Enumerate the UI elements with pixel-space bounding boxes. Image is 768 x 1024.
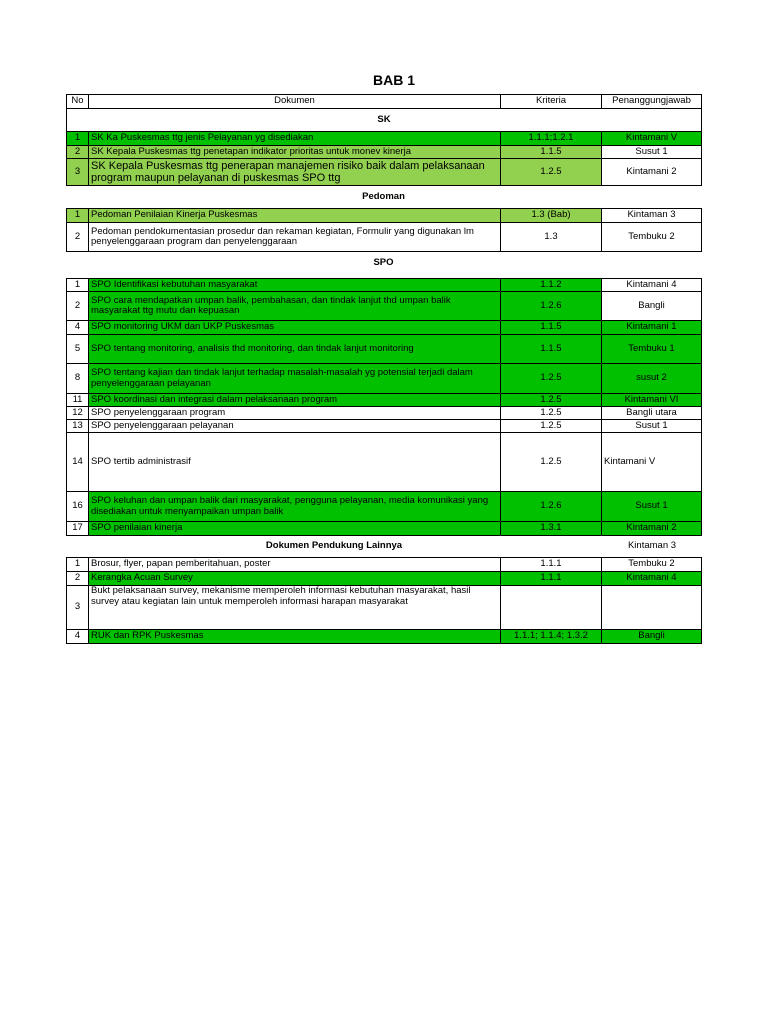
table-row bbox=[67, 321, 702, 335]
cell-pj: Bangli bbox=[602, 630, 702, 644]
pendukung-table bbox=[66, 557, 702, 644]
cell-pj: Kintaman 3 bbox=[602, 209, 702, 223]
cell-dokumen: Pedoman pendokumentasian prosedur dan rekaman kegiatan, Formulir yang digunakan lm penyelenggaraan program dan penyelenggaraan bbox=[89, 223, 501, 252]
cell-pj: Kintamani VI bbox=[602, 394, 702, 407]
cell-kriteria: 1.2.5 bbox=[501, 433, 602, 492]
header-no: No bbox=[67, 95, 89, 109]
cell-pj: Kintamani 1 bbox=[602, 321, 702, 335]
cell-pj bbox=[602, 586, 702, 630]
page-title: BAB 1 bbox=[372, 72, 415, 88]
cell-pj: Tembuku 2 bbox=[602, 558, 702, 572]
section-title-pedoman: Pedoman bbox=[362, 191, 405, 202]
table-row bbox=[67, 209, 702, 223]
table-row bbox=[67, 394, 702, 407]
cell-dokumen: Pedoman Penilaian Kinerja Puskesmas bbox=[89, 209, 501, 223]
cell-kriteria: 1.1.1; 1.1.4; 1.3.2 bbox=[501, 630, 602, 644]
sk-table bbox=[66, 94, 702, 186]
header-row bbox=[67, 95, 702, 109]
cell-kriteria: 1.1.1 bbox=[501, 558, 602, 572]
header-pj: Penanggungjawab bbox=[602, 95, 702, 109]
cell-dokumen: SK Kepala Puskesmas ttg penerapan manajemen risiko baik dalam pelaksanaan program maupun pelayanan di puskesmas SPO ttg bbox=[89, 159, 501, 186]
cell-kriteria: 1.3 (Bab) bbox=[501, 209, 602, 223]
table-row bbox=[67, 522, 702, 536]
cell-kriteria: 1.1.5 bbox=[501, 146, 602, 159]
cell-no: 3 bbox=[67, 586, 89, 630]
cell-dokumen: Bukt pelaksanaan survey, mekanisme memperoleh informasi kebutuhan masyarakat, hasil survey atau kegiatan lain untuk memperoleh informasi harapan masyarakat bbox=[89, 586, 501, 630]
cell-kriteria: 1.3 bbox=[501, 223, 602, 252]
table-row bbox=[67, 364, 702, 394]
cell-no: 17 bbox=[67, 522, 89, 536]
cell-no: 8 bbox=[67, 364, 89, 394]
cell-no: 5 bbox=[67, 335, 89, 364]
cell-no: 13 bbox=[67, 420, 89, 433]
cell-no: 2 bbox=[67, 572, 89, 586]
cell-pj: Bangli utara bbox=[602, 407, 702, 420]
cell-dokumen: SK Ka Puskesmas ttg jenis Pelayanan yg disediakan bbox=[89, 132, 501, 146]
table-row bbox=[67, 586, 702, 630]
cell-dokumen: SPO penyelenggaraan pelayanan bbox=[89, 420, 501, 433]
table-row bbox=[67, 132, 702, 146]
cell-dokumen: Brosur, flyer, papan pemberitahuan, poster bbox=[89, 558, 501, 572]
section-header-pendukung bbox=[66, 536, 701, 557]
cell-no: 3 bbox=[67, 159, 89, 186]
cell-no: 12 bbox=[67, 407, 89, 420]
cell-no: 1 bbox=[67, 132, 89, 146]
table-row bbox=[67, 572, 702, 586]
table-row bbox=[67, 292, 702, 321]
cell-no: 2 bbox=[67, 223, 89, 252]
cell-kriteria: 1.1.2 bbox=[501, 279, 602, 292]
section-row-sk bbox=[67, 109, 702, 132]
spreadsheet bbox=[66, 94, 701, 644]
cell-kriteria: 1.3.1 bbox=[501, 522, 602, 536]
spo-table bbox=[66, 278, 702, 536]
cell-dokumen: SK Kepala Puskesmas ttg penetapan indikator prioritas untuk monev kinerja bbox=[89, 146, 501, 159]
cell-dokumen: SPO penyelenggaraan program bbox=[89, 407, 501, 420]
cell-no: 16 bbox=[67, 492, 89, 522]
pedoman-table bbox=[66, 208, 702, 252]
cell-pj: susut 2 bbox=[602, 364, 702, 394]
cell-no: 4 bbox=[67, 630, 89, 644]
cell-no: 2 bbox=[67, 146, 89, 159]
cell-pj: Tembuku 2 bbox=[602, 223, 702, 252]
section-title-pendukung: Dokumen Pendukung Lainnya bbox=[265, 540, 403, 551]
cell-kriteria: 1.1.1 bbox=[501, 572, 602, 586]
header-kriteria: Kriteria bbox=[501, 95, 602, 109]
cell-dokumen: SPO tertib administrasif bbox=[89, 433, 501, 492]
cell-pj: Kintamani V bbox=[602, 433, 702, 492]
cell-kriteria: 1.2.5 bbox=[501, 394, 602, 407]
cell-dokumen: SPO keluhan dan umpan balik dari masyarakat, pengguna pelayanan, media komunikasi yang disediakan untuk menyampaikan umpan balik bbox=[89, 492, 501, 522]
cell-kriteria: 1.2.5 bbox=[501, 420, 602, 433]
cell-pj: Kintamani 2 bbox=[602, 522, 702, 536]
cell-no: 1 bbox=[67, 209, 89, 223]
cell-no: 14 bbox=[67, 433, 89, 492]
cell-dokumen: SPO penilaian kinerja bbox=[89, 522, 501, 536]
cell-kriteria: 1.1.5 bbox=[501, 335, 602, 364]
cell-pj: Tembuku 1 bbox=[602, 335, 702, 364]
cell-no: 4 bbox=[67, 321, 89, 335]
cell-dokumen: Kerangka Acuan Survey bbox=[89, 572, 501, 586]
cell-dokumen: SPO tentang kajian dan tindak lanjut terhadap masalah-masalah yg potensial terjadi dalam penyelenggaraan pelayanan bbox=[89, 364, 501, 394]
cell-kriteria: 1.2.5 bbox=[501, 407, 602, 420]
cell-kriteria bbox=[501, 586, 602, 630]
cell-pj: Kintamani 4 bbox=[602, 279, 702, 292]
table-row bbox=[67, 433, 702, 492]
cell-kriteria: 1.1.5 bbox=[501, 321, 602, 335]
cell-pj: Kintamani 4 bbox=[602, 572, 702, 586]
cell-pj: Susut 1 bbox=[602, 492, 702, 522]
cell-kriteria: 1.2.5 bbox=[501, 364, 602, 394]
table-row bbox=[67, 159, 702, 186]
cell-dokumen: SPO koordinasi dan integrasi dalam pelaksanaan program bbox=[89, 394, 501, 407]
table-row bbox=[67, 630, 702, 644]
cell-dokumen: SPO tentang monitoring, analisis thd monitoring, dan tindak lanjut monitoring bbox=[89, 335, 501, 364]
table-row bbox=[67, 223, 702, 252]
table-row bbox=[67, 407, 702, 420]
table-row bbox=[67, 335, 702, 364]
cell-no: 1 bbox=[67, 279, 89, 292]
section-title-spo: SPO bbox=[373, 257, 394, 268]
table-row bbox=[67, 558, 702, 572]
section-extra-pj: Kintaman 3 bbox=[627, 540, 677, 551]
table-row bbox=[67, 279, 702, 292]
cell-dokumen: SPO Identifikasi kebutuhan masyarakat bbox=[89, 279, 501, 292]
cell-dokumen: SPO monitoring UKM dan UKP Puskesmas bbox=[89, 321, 501, 335]
cell-kriteria: 1.2.6 bbox=[501, 292, 602, 321]
cell-no: 11 bbox=[67, 394, 89, 407]
cell-kriteria: 1.2.5 bbox=[501, 159, 602, 186]
table-row bbox=[67, 146, 702, 159]
cell-pj: Bangli bbox=[602, 292, 702, 321]
section-title-sk: SK bbox=[67, 109, 702, 132]
cell-dokumen: RUK dan RPK Puskesmas bbox=[89, 630, 501, 644]
header-dokumen: Dokumen bbox=[89, 95, 501, 109]
cell-kriteria: 1.1.1;1.2.1 bbox=[501, 132, 602, 146]
cell-pj: Susut 1 bbox=[602, 146, 702, 159]
table-row bbox=[67, 492, 702, 522]
cell-pj: Kintamani V bbox=[602, 132, 702, 146]
cell-dokumen: SPO cara mendapatkan umpan balik, pembahasan, dan tindak lanjut thd umpan balik masyarakat ttg mutu dan kepuasan bbox=[89, 292, 501, 321]
cell-pj: Susut 1 bbox=[602, 420, 702, 433]
cell-kriteria: 1.2.6 bbox=[501, 492, 602, 522]
cell-no: 2 bbox=[67, 292, 89, 321]
cell-no: 1 bbox=[67, 558, 89, 572]
cell-pj: Kintamani 2 bbox=[602, 159, 702, 186]
table-row bbox=[67, 420, 702, 433]
